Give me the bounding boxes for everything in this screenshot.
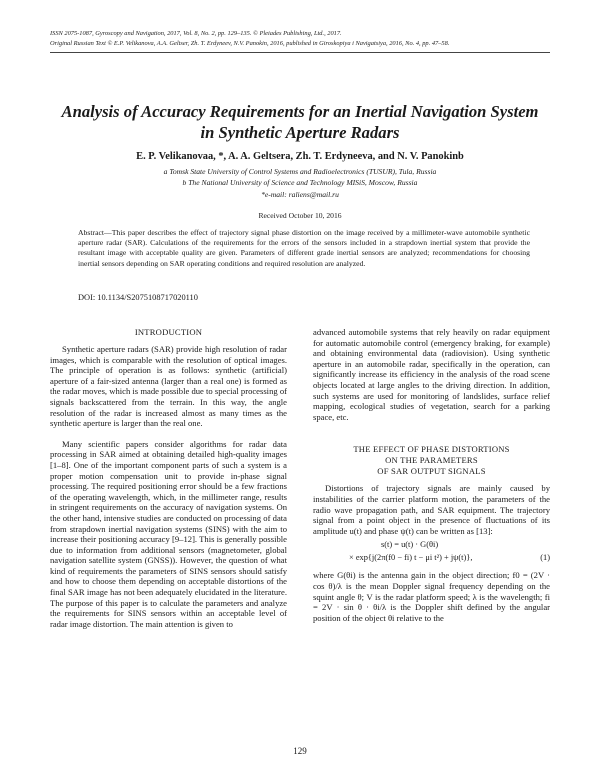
phase-paragraph-1: Distortions of trajectory signals are mainly caused by instabilities of the carrier platform motion, the parameters of the radio wave propagation path, and SAR equipment. The trajectory signal from a point object in the presence of fluctuations of its amplitude u(t) and phase ψ(t) can be written as [13]: xyxy=(313,483,550,536)
phase-paragraph-2: where G(θi) is the antenna gain in the object direction; f0 = (2V · cos θ)/λ is the mean Doppler signal frequency depending on the squint angle θ; V is the radar platform speed; λ is the wavelength; fi = 2V · sin θ · θi/λ is the Doppler shift defined by the angular position of the object θi relative to the xyxy=(313,570,550,623)
equation-1 xyxy=(313,538,550,564)
section-heading-line3: OF SAR OUTPUT SIGNALS xyxy=(377,466,486,477)
intro-paragraph-3: advanced automobile systems that rely heavily on radar equipment for automatic automobile control (emergency braking, for example) and obtaining environmental data (radiovision). Using synthetic aperture in an automobile radar, specifically in the operation, can significantly increase its efficiency in the analysis of the road scene objects located at large angles to the driving direction. In addition, such systems are used for monitoring of landslides, surface relief mapping, ecological studies of vegetation, search for a parking space, etc. xyxy=(313,327,550,422)
equation-1-line2: × exp{j(2π(f0 − fi) t − μi t²) + jψ(t)}, xyxy=(349,553,473,563)
left-column xyxy=(50,327,287,629)
journal-header-line1: ISSN 2075-1087, Gyroscopy and Navigation, 2017, Vol. 8, No. 2, pp. 129–135. © Pleiades Publishing, Ltd., 2017. xyxy=(50,30,342,37)
right-column xyxy=(313,327,550,623)
intro-paragraph-2: Many scientific papers consider algorithms for radar data processing in SAR aimed at obtaining detailed high-quality images [1–8]. One of the important component parts of such a system is a proper motion compensation unit to provide in-phase signal processing. The required positioning error should be a few fractions of the operating wavelength, which, in the millimeter range, results in stringent requirements on the accuracy of navigation systems. On the other hand, intensive studies are conducted on processing of data from strapdown inertial navigation systems (SINS) with the aim to increase their positioning accuracy [9–12]. This is generally possible due to information from additional sensors (magnetometer, global navigation satellite system (GNSS)). However, the question of what kind of requirements the parameters of SINS sensors should satisfy and how to choose them depending on acceptable distortions of the final SAR image has not been adequately elucidated in the literature. The purpose of this paper is to calculate the parameters and analyze the requirements for SINS sensors within an acceptable level of radar image distortion. The main attention is given to xyxy=(50,438,287,629)
section-heading-line1: THE EFFECT OF PHASE DISTORTIONS xyxy=(353,444,510,455)
section-heading-phase-distortions xyxy=(313,444,550,477)
page-number: 129 xyxy=(293,746,307,756)
contact-email: *e-mail: raliens@mail.ru xyxy=(261,190,339,199)
equation-1-number: (1) xyxy=(540,553,550,563)
equation-1-line1: s(t) = u(t) · G(θi) xyxy=(381,540,439,550)
doi: DOI: 10.1134/S2075108717020110 xyxy=(78,293,198,302)
abstract: Abstract—This paper describes the effect of trajectory signal phase distortion on the image received by a millimeter-wave automobile synthetic aperture radar (SAR). Calculations of the requirements for the errors of the sensors included in a strapdown inertial system that provide the resultant image with acceptable quality are given. Parameters of different grade inertial sensors are analyzed; recommendations for choosing inertial sensors depending on SAR operating conditions and required resolution are analyzed. xyxy=(78,228,530,268)
section-heading-line2: ON THE PARAMETERS xyxy=(385,455,478,466)
affiliation-a: a Tomsk State University of Control Systems and Radioelectronics (TUSUR), Tula, Russia xyxy=(163,167,437,176)
section-heading-introduction: INTRODUCTION xyxy=(134,327,203,337)
intro-paragraph-1: Synthetic aperture radars (SAR) provide high resolution of radar images, which is comparable with the resolution of optical images. The principle of operation is as follows: synthetic (artificial) aperture of a fair-sized antenna (larger than a real one) is formed as the radar moves, which is made possible due to special processing of signals backscattered from the terrain. In this way, the angle resolution of the radar is increased almost as many times as the synthetic aperture is larger than the real one. xyxy=(50,344,287,429)
paper-title-line1: Analysis of Accuracy Requirements for an Inertial Navigation System xyxy=(61,102,539,121)
paper-title-line2: in Synthetic Aperture Radars xyxy=(200,123,400,142)
header-rule xyxy=(50,52,550,53)
paper-title xyxy=(40,101,560,143)
journal-header-line2: Original Russian Text © E.P. Velikanova, A.A. Geltser, Zh. T. Erdyneev, N.V. Panokin, 2016, published in Giroskopiya i Navigatsiya, 2016, No. 4, pp. 47–58. xyxy=(50,40,450,47)
received-date: Received October 10, 2016 xyxy=(258,211,342,220)
affiliation-b: b The National University of Science and Technology MISiS, Moscow, Russia xyxy=(182,178,418,187)
journal-header xyxy=(50,29,449,49)
author-list: E. P. Velikanovaa, *, A. A. Geltsera, Zh. T. Erdyneeva, and N. V. Panokinb xyxy=(136,151,464,162)
